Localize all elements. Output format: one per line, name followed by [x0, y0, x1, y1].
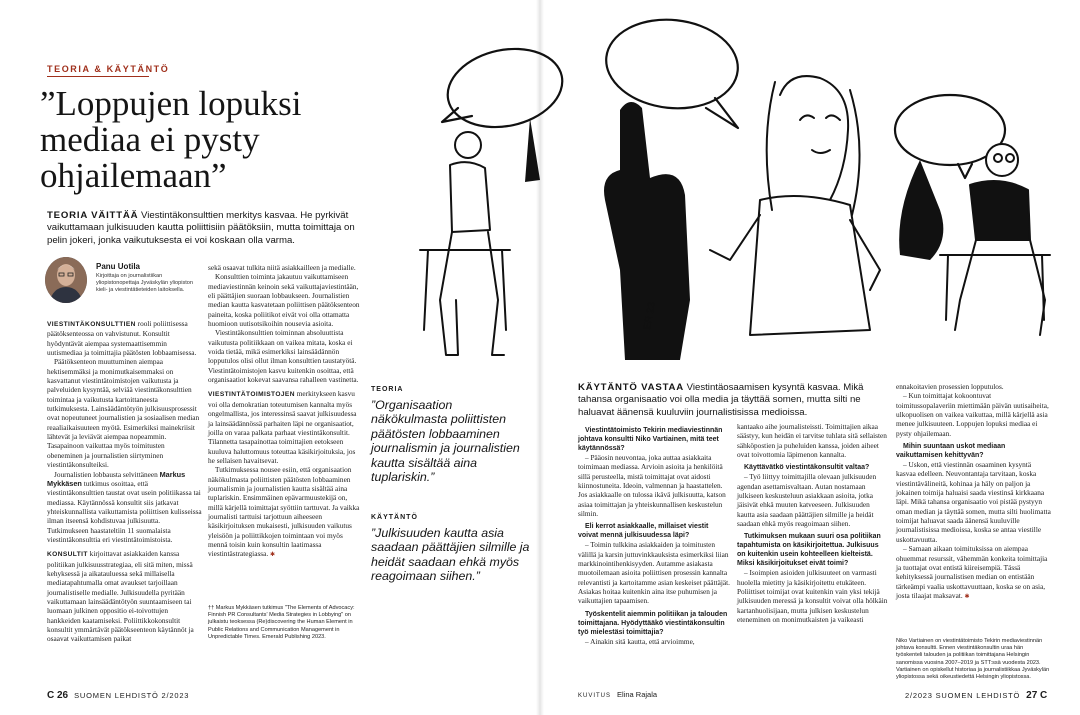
- lede-text: Viestintäosaamisen kysyntä kasvaa. Mikä tahansa organisaatio voi olla media ja täyttää somen, mutta silti ne haluavat äänensä kuuluviin journalistisissa medioissa.: [578, 382, 864, 418]
- kicker-rule: [47, 76, 149, 77]
- page-number: C 26: [47, 690, 69, 701]
- interview-answer: – Pääosin neuvontaa, joka auttaa asiakkaita toimimaan mediassa. Arvioin asioita ja henkilöitä sillä perusteella, mistä toimittajat ovat aidosti kiinnostuneita. Ideoin, valmennan ja haastattelen. Jos asiakkaalle on tulossa ikävä julkisuutta, katson asiaa toimittajan ja yhteiskunnallisen keskustelun silmin.: [578, 453, 726, 519]
- interview-answer: – Uskon, että viestinnän osaaminen kysyntä kasvaa edelleen. Neuvontantaja tarvitaan, koska viestintävälineitä, kohinaa ja häly on paljon ja jokainen toimija haluaisi saada viestinsä kirkkaana läpi. Mikä tahansa organisaatio voi pistää pystyyn oman median ja täyttää somen, mutta silti huolimatta toimijat haluavat saada äänensä kuuluville journalistisissa medioissa, koska se antaa viestille uskottavuutta.: [896, 460, 1051, 544]
- speech-bubble-icon: [440, 39, 569, 137]
- paragraph: Tutkimuksessa nousee esiin, että organisaation näkökulmasta poliittisten päätösten lobbaaminen journalismin ja journalistien kautta sisältää aina tuplariskin. Ensimmäinen epävarmuustekijä on, millä kärjellä toimittajat syöttiin tarttuvat. Ja vaikka journalisti tarttuisi tarjottuun aiheeseen käsikirjoituksen mukaisesti, julkisuuden vaikutus yleisöön ja poliittikkojen toimintaan voi myös mennä toisin kuin konsultin laatimassa viestintästrategiassa. ✱: [208, 465, 360, 559]
- author-portrait-icon: [45, 257, 87, 303]
- interview-answer: – Toimin tulkkina asiakkaiden ja toimitusten välillä ja karsin juttuvinkkauksista esimerkiksi liian markkinointihenkisyyden. Autamme asiakasta muotoilemaan asioita poliittisen prosessin kannalta relevantisti ja kartoitamme asian keskeiset päättäjät. Asiakas hoitaa kuitenkin aina itse puhumisen ja vaikuttajien tapaamisen.: [578, 540, 730, 606]
- body-column-1: [47, 319, 202, 644]
- paragraph: KONSULTIT kirjoittavat asiakkaiden kanssa politiikan julkisuusstrategiaa, eli sitä miten, missä kehyksessä ja aikatauluessa sekä millaisella mediatapahtumalla omat avaukset tarjoillaan journalistiselle medialle. Julkisuudella pyritään vaikuttamaan lainsäädäntötyön suuntaamiseen tai luomaan julkinen oppositio ei-toivottujen hankkeiden kaatamiseksi. Poliittikkokonsultit konsultit ymmärtävät päätökseenteon käytännöt ja osaavat vaikuttamisen paikat: [47, 549, 194, 644]
- pullquote-label-theory: TEORIA: [371, 386, 404, 393]
- speech-bubble-icon: [602, 13, 742, 114]
- lede-label: KÄYTÄNTÖ VASTAA: [578, 382, 684, 393]
- illustration-credit: [578, 690, 657, 699]
- interview-column-2: [737, 422, 889, 625]
- interview-question: Mihin suuntaan uskot mediaan vaikuttamisen kehittyvän?: [896, 443, 1006, 460]
- interview-question: Käyttävätkö viestintäkonsultit valtaa?: [744, 464, 870, 472]
- seated-man-figure: [420, 132, 510, 355]
- folio-text: SUOMEN LEHDISTÖ 2/2023: [74, 691, 190, 700]
- credit-label: KUVITUS: [578, 693, 612, 699]
- paragraph: VIESTINTÄTOIMISTOJEN merkitykseen kasvu voi olla demokratian toteutumisen kannalta myös ongelmallista, jos interessinsä saavat julkisuudessa ja lainsäädännössä parhaiten läpi ne organisaatiot, joilla on varaa palkata parhaat viestintäkonsultit. Tilannetta tasapainottaa toimittajien eetokseen kuuluva haluttomuus toteuttaa käsikirjoituksia, jos he sellaisen havaitsevat.: [208, 389, 357, 465]
- paragraph: Viestintäkonsulttien toiminnan absoluuttista vaikutusta politiikkaan on vaikea mitata, koska ei voida tietää, mikä esimerkiksi lainsäädännön lopputulos olisi ollut ilman konsulttien taustatyötä. Viestintätoimistojen kasvu kuitenkin osoittaa, että organisaatiot kokevat saavansa rahalleen vastinetta.: [208, 328, 359, 385]
- credit-name: Elina Rajala: [617, 690, 658, 699]
- headline-line: ohjailemaan”: [40, 156, 227, 195]
- illustrator-signature: ER 23: [642, 301, 658, 331]
- interview-column-3: [896, 382, 1051, 602]
- article-headline: [40, 86, 340, 194]
- interview-question: Viestintätoimisto Tekirin mediaviestinnän johtava konsultti Niko Vartiainen, mitä teet käytännössä?: [578, 427, 723, 452]
- lede-label: TEORIA VÄITTÄÄ: [47, 210, 139, 221]
- paragraph: sekä osaavat tulkita niitä asiakkailleen ja medialle.: [208, 263, 356, 272]
- interview-column-1: [578, 422, 730, 646]
- footnote: †† Markus Mykkäsen tutkimus "The Elements of Advocacy: Finnish PR Consultants' Media Strategies in Lobbying" on julkaistu teoksessa (Re)discovering the Human Element in Public Relations and Communication Management in Unpredictable Times. Emerald Publishing 2023.: [208, 605, 355, 640]
- interview-answer: – Ainakin sitä kautta, että arvioimme,: [585, 636, 695, 646]
- author-name: Panu Uotila: [96, 262, 141, 271]
- author-bio: Kirjoittaja on journalistiikan yliopistonopettaja Jyväskylän yliopiston kieli- ja viestintätieteiden laitoksella.: [96, 273, 194, 294]
- pullquote-theory: ”Organisaation näkökulmasta poliittisten päätösten lobbaaminen journalismin ja journalistien kautta sisältää aina tuplariskin.”: [371, 398, 520, 485]
- body-column-2: [208, 263, 363, 561]
- practice-lede: [578, 382, 890, 419]
- paragraph: Konsulttien toiminta jakautuu vaikuttamiseen mediaviestinnän keinoin sekä vaikuttajaviestintään, eli päättäjien suoraan lobbaukseen. Journalistien median kautta kasvatetaan poliittisen päätöksenteon paineita, koska poliitikot eivät voi olla ottamatta huomioon uutisotsikoihin nousevia asioita.: [208, 272, 360, 329]
- paragraph: Journalistien lobbausta selvittäneen Markus Mykkäsen tutkimus osoittaa, että viestintäkonsulttien taustat ovat usein politiikassa tai mediassa. Käytännössä konsultit siis jatkavat yhteiskunnallista vaikuttamista poliittisen kulisseissa ilman itseensä kohdistuvaa julkisuutta. Tutkimukseen haastateltiin 11 suomalaista viestintäkonsulttia eri viestintätoimistoista.: [47, 469, 202, 544]
- paragraph: Päätöksenteon muuttuminen aiempaa hektisemmäksi ja monimutkaisemmaksi on kasvattanut viestintätoimistojen vaikutusta ja palveluiden kysyntää, selviää viestintäkonsulttien toimintaa ja vaikutusta kartoittaneesta tutkimuksesta. Lainsäädäntötyön julkisuusprosessit ovat nopeutuneet journalistien ja sosiaalisen median reaaliaikaisuuteen myötä. Esimerkiksi mainekriisit lähtevät ja leviävät aiempaa nopeammin. Tasapainoon vaikuttaa myös toimitusten obeneminen ja journalistien siirtyminen viestintäkonsulteiksi.: [47, 357, 200, 470]
- headline-line: ”Loppujen lopuksi: [40, 84, 302, 123]
- illustration: [380, 0, 1080, 378]
- interview-question: Tutkimuksen mukaan suuri osa politiikan tapahtumista on käsikirjoitettua. Julkisuus on kuitenkin usein kohteelleen kielteistä. Miksi käsikirjoitukset eivät toimi?: [737, 533, 881, 568]
- folio-text: 2/2023 SUOMEN LEHDISTÖ: [905, 691, 1021, 700]
- interview-answer: – Kun toimittajat kokoontuvat toimitussopalaveriin miettimään päivän uutisaiheita, ulkopuolisen on vaikea vaikuttaa, millä kärjellä asia menee julkisuuteen. Loppujen lopuksi mediaa ei pysty ohjailemaan.: [896, 391, 1049, 438]
- folio-left: [47, 690, 189, 701]
- pullquote-label-practice: KÄYTÄNTÖ: [371, 514, 418, 521]
- interview-answer: – Samaan aikaan toimituksissa on aiempaa ohuemmat resurssit, vähemmän konkeita toimittajia ja tuottajat ovat entistä kiireisempiä. Tässä kehityksessä journalistisen median on entistään tärkeämpi vaalia uskottavuuttaan, koska se on asia, josta tilaajat maksavat. ✱: [896, 544, 1048, 600]
- pullquote-practice: ”Julkisuuden kautta asia saadaan päättäjien silmille ja heidät saadaan ehkä myös reagoimaan siihen.”: [371, 526, 530, 584]
- seated-woman-figure: [940, 144, 1050, 335]
- section-kicker: TEORIA & KÄYTÄNTÖ: [47, 64, 170, 74]
- page-number: 27 C: [1026, 690, 1048, 701]
- interview-question: Eli kerrot asiakkaalle, millaiset viestit voivat mennä julkisuudessa läpi?: [578, 523, 709, 540]
- paragraph: VIESTINTÄKONSULTTIEN rooli poliittisessa päätöksenteossa on vahvistunut. Konsultit hyödyntävät aiempaa systemaattisemmin uutismediaa ja toimittajia päätösten lobbaamisessa.: [47, 319, 197, 358]
- folio-right: [905, 690, 1047, 701]
- headline-line: mediaa ei pysty: [40, 120, 260, 159]
- interviewee-bio: Niko Vartiainen on viestintätoimisto Tekirin mediaviestinnän johtava konsultti. Ennen viestintäkonsultin uraa hän työskenteli talouden ja politiikan toimittajana Helsingin sanomissa vuosina 2007–2019 ja STT:ssä vuodesta 2023. Vartiainen on opiskellut historiaa ja journalistiikkaa Jyväskylän yliopistossa sekä oikeustiedettä Helsingin yliopistossa.: [896, 638, 1050, 681]
- theory-lede: [47, 210, 365, 247]
- interview-answer: ennakoitavien prosessien lopputulos.: [896, 382, 1004, 391]
- interview-answer: – Työ liittyy toimittajilla olevaan julkisuuden agendan asettamisvaltaan. Autan nostamaan julkiseen keskusteluun asiakkaan asioita, jotka jäisivät ehkä muuten katveeseen. Julkisuuden kautta asia saadaan päättäjien silmille ja heidät saadaan ehkä myös reagoimaan siihen.: [737, 472, 877, 529]
- end-mark-icon: ✱: [270, 552, 276, 559]
- central-woman-figure: [710, 76, 880, 335]
- end-mark-icon: ✱: [964, 593, 970, 600]
- interview-answer: kantaako aihe journalisteissti. Toimittajien aikaa säästyy, kun heidän ei tarvitse tuhlata sitä sellaisten sähköpostien ja puheluiden kanssa, joiden aiheet ovat toivottomia läpimenon kannalta.: [737, 422, 887, 460]
- interview-answer: – Isoimpien asioiden julkisuuteet on varmasti huolella mietitty ja käsikirjoitettu etukäteen. Poliittiset toimijat ovat kuitenkin vain yksi tekijä julkisuuden meressä ja konsultit voivat olla hölkäin kartanhuolisijaan, mutta julkisen keskustelun eteneminen on monimutkaisten ja vaikeasti: [737, 568, 888, 625]
- interview-question: Työskentelit aiemmin politiikan ja talouden toimittajana. Hyödyttääkö viestintäkonsultin työ mielestäsi toimittajia?: [578, 610, 728, 636]
- lede-text: Viestintäkonsulttien merkitys kasvaa. He pyrkivät vaikuttamaan julkisuuden kautta poliittisiin päätöksiin, mutta toimittaja on pelin jokeri, jonka vaikutuksesta ei voi koskaan olla varma.: [47, 210, 355, 246]
- author-photo: [45, 257, 87, 303]
